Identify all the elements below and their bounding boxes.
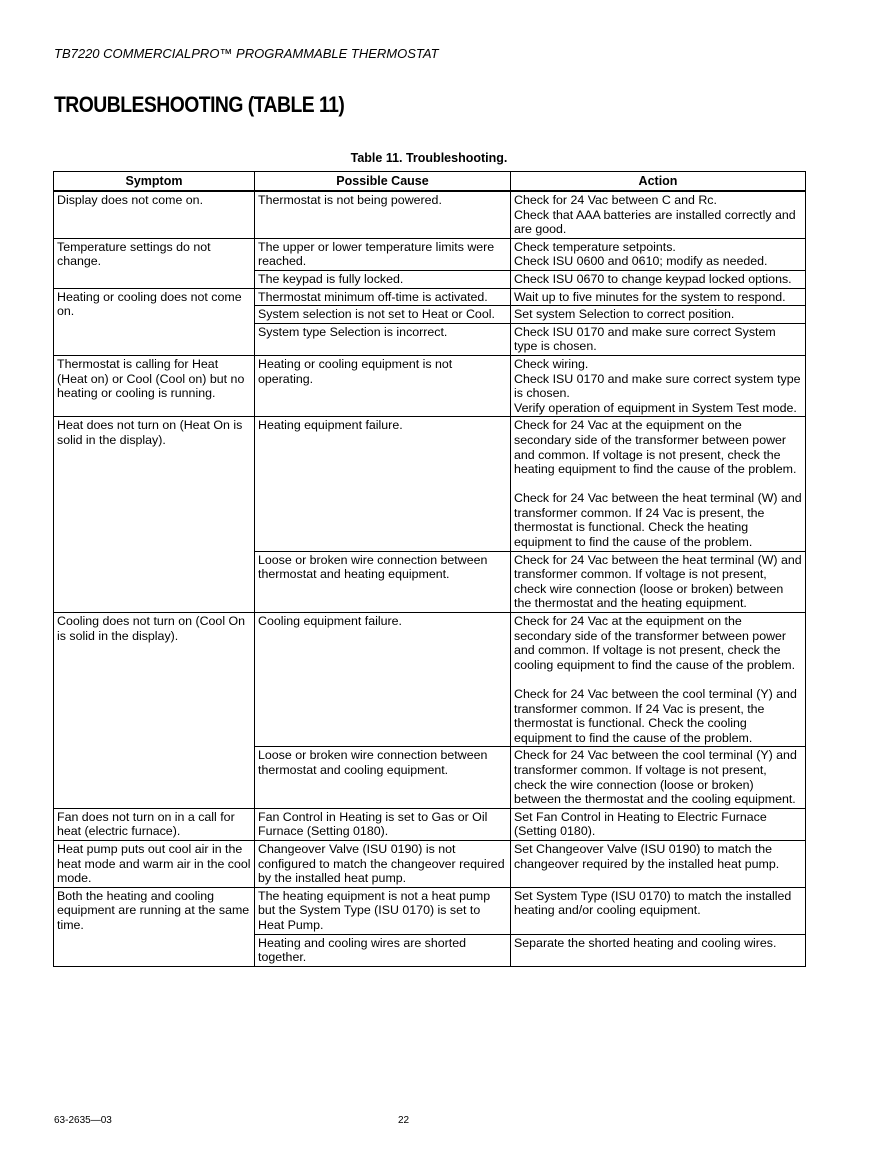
cause-cell: Thermostat is not being powered. — [255, 191, 511, 238]
action-line: Check ISU 0670 to change keypad locked options. — [514, 271, 792, 286]
table-row — [54, 840, 806, 887]
page-number: 22 — [398, 1115, 410, 1126]
table-caption: Table 11. Troubleshooting. — [350, 151, 508, 165]
table-row — [54, 288, 806, 306]
cause-cell: Cooling equipment failure. — [255, 613, 511, 747]
action-line: Check ISU 0170 and make sure correct System type is chosen. — [514, 324, 776, 354]
action-cell — [511, 270, 806, 288]
symptom-cell: Thermostat is calling for Heat (Heat on) or Cool (Cool on) but no heating or cooling is running. — [54, 355, 255, 416]
cause-cell: The heating equipment is not a heat pump but the System Type (ISU 0170) is set to Heat Pump. — [255, 887, 511, 934]
table-row — [54, 808, 806, 840]
action-line: Verify operation of equipment in System Test mode. — [514, 400, 797, 415]
cause-cell: Fan Control in Heating is set to Gas or Oil Furnace (Setting 0180). — [255, 808, 511, 840]
cause-cell: Heating equipment failure. — [255, 417, 511, 551]
action-line: Check for 24 Vac between C and Rc. — [514, 193, 717, 207]
action-cell — [511, 323, 806, 355]
troubleshooting-table — [53, 171, 806, 967]
action-cell — [511, 747, 806, 808]
cause-cell: System selection is not set to Heat or Cool. — [255, 306, 511, 324]
action-line: Check for 24 Vac between the cool terminal (Y) and transformer common. If voltage is not present, check the wire connection (loose or broken) between the thermostat and the cooling equipment. — [514, 748, 797, 807]
running-header: TB7220 COMMERCIALPRO™ PROGRAMMABLE THERMOSTAT — [54, 46, 439, 61]
table-row — [54, 887, 806, 934]
action-line: Check ISU 0170 and make sure correct system type is chosen. — [514, 371, 801, 401]
symptom-cell: Heat pump puts out cool air in the heat mode and warm air in the cool mode. — [54, 840, 255, 887]
action-line: Check for 24 Vac at the equipment on the secondary side of the transformer between power and common. If voltage is not present, check the heating equipment to find the cause of the problem. — [514, 418, 797, 477]
cause-cell: Changeover Valve (ISU 0190) is not configured to match the changeover required by the installed heat pump. — [255, 840, 511, 887]
cause-cell: Loose or broken wire connection between thermostat and cooling equipment. — [255, 747, 511, 808]
cause-cell: System type Selection is incorrect. — [255, 323, 511, 355]
table-body — [54, 191, 806, 966]
symptom-cell: Fan does not turn on in a call for heat (electric furnace). — [54, 808, 255, 840]
action-line: Check that AAA batteries are installed correctly and are good. — [514, 207, 796, 237]
action-cell — [511, 288, 806, 306]
action-cell — [511, 551, 806, 612]
action-cell — [511, 934, 806, 966]
action-line: Set Changeover Valve (ISU 0190) to match the changeover required by the installed heat pump. — [514, 841, 780, 871]
action-line: Check wiring. — [514, 356, 589, 371]
action-cell — [511, 191, 806, 238]
cause-cell: Thermostat minimum off-time is activated. — [255, 288, 511, 306]
column-header-symptom: Symptom — [54, 172, 255, 192]
symptom-cell: Temperature settings do not change. — [54, 238, 255, 288]
action-cell — [511, 238, 806, 270]
action-line: Set System Type (ISU 0170) to match the installed heating and/or cooling equipment. — [514, 888, 792, 918]
symptom-cell: Heat does not turn on (Heat On is solid in the display). — [54, 417, 255, 613]
action-line: Check for 24 Vac between the heat terminal (W) and transformer common. If voltage is not present, check wire connection (loose or broken) between the thermostat and the heating equipment. — [514, 552, 802, 611]
column-header-possible-cause: Possible Cause — [255, 172, 511, 192]
table-row — [54, 238, 806, 270]
table-row — [54, 355, 806, 416]
action-cell — [511, 417, 806, 551]
cause-cell: Heating and cooling wires are shorted together. — [255, 934, 511, 966]
cause-cell: The upper or lower temperature limits were reached. — [255, 238, 511, 270]
action-line: Check for 24 Vac between the heat terminal (W) and transformer common. If 24 Vac is present, the thermostat is functional. Check the heating equipment to find the cause of the problem. — [514, 491, 802, 550]
action-line: Wait up to five minutes for the system to respond. — [514, 289, 786, 304]
cause-cell: Heating or cooling equipment is not operating. — [255, 355, 511, 416]
action-line: Check ISU 0600 and 0610; modify as needed. — [514, 254, 768, 269]
symptom-cell: Both the heating and cooling equipment are running at the same time. — [54, 887, 255, 966]
action-line: Check for 24 Vac at the equipment on the secondary side of the transformer between power and common. If voltage is not present, check the cooling equipment to find the cause of the problem. — [514, 614, 796, 672]
paragraph-gap — [514, 477, 802, 492]
action-line: Check for 24 Vac between the cool terminal (Y) and transformer common. If 24 Vac is present, the thermostat is functional. Check the cooling equipment to find the cause of the problem. — [514, 687, 797, 745]
action-line: Set system Selection to correct position. — [514, 307, 735, 322]
column-header-action: Action — [511, 172, 806, 192]
table-row — [54, 417, 806, 551]
cause-cell: The keypad is fully locked. — [255, 270, 511, 288]
page-title: TROUBLESHOOTING (TABLE 11) — [54, 92, 345, 117]
symptom-cell: Display does not come on. — [54, 191, 255, 238]
action-line: Set Fan Control in Heating to Electric Furnace (Setting 0180). — [514, 809, 767, 839]
symptom-cell: Heating or cooling does not come on. — [54, 288, 255, 355]
action-cell — [511, 887, 806, 934]
action-cell — [511, 306, 806, 324]
table-header-row — [54, 172, 806, 192]
table-row — [54, 191, 806, 238]
action-line: Separate the shorted heating and cooling wires. — [514, 935, 777, 950]
paragraph-gap — [514, 672, 802, 687]
action-cell — [511, 355, 806, 416]
cause-cell: Loose or broken wire connection between thermostat and heating equipment. — [255, 551, 511, 612]
action-cell — [511, 808, 806, 840]
symptom-cell: Cooling does not turn on (Cool On is solid in the display). — [54, 613, 255, 809]
action-line: Check temperature setpoints. — [514, 239, 676, 254]
table-row — [54, 613, 806, 747]
action-cell — [511, 840, 806, 887]
document-number: 63-2635—03 — [54, 1115, 112, 1126]
action-cell — [511, 613, 806, 747]
